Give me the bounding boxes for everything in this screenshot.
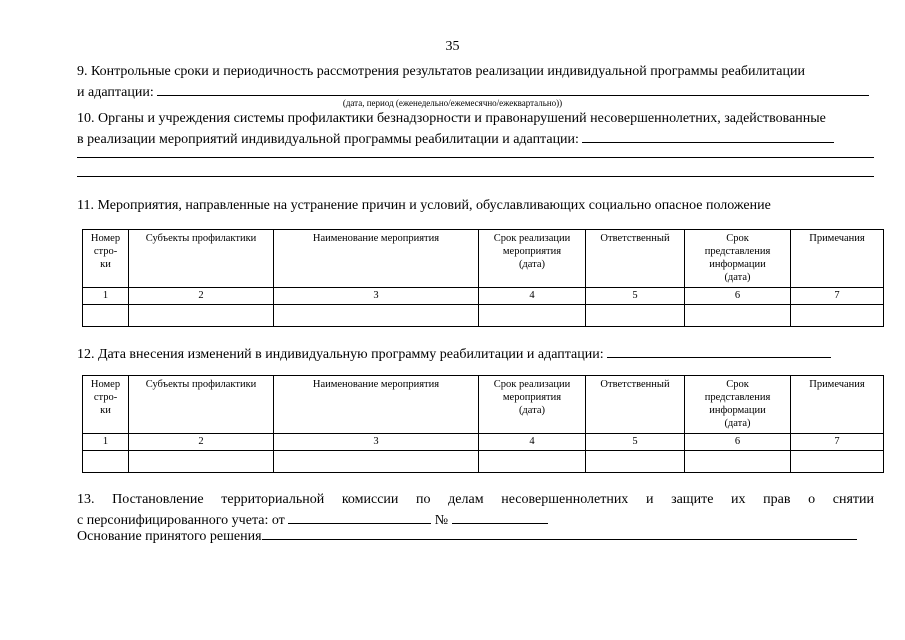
table-cell[interactable] [83, 451, 129, 473]
section-10-label: в реализации мероприятий индивидуальной программы реабилитации и адаптации: [77, 132, 583, 147]
table-cell[interactable] [791, 305, 884, 327]
control-dates-field[interactable] [157, 81, 869, 96]
section-12-title: 12. Дата внесения изменений в индивидуальную программу реабилитации и адаптации: [77, 347, 608, 362]
column-number: 6 [685, 434, 791, 451]
section-10-line-1: 10. Органы и учреждения системы профилактики безнадзорности и правонарушений несовершеннолетних, задействованные [77, 111, 826, 126]
header-notes: Примечания [791, 230, 884, 288]
table-cell[interactable] [685, 305, 791, 327]
header-info-date: Срок представления информации (дата) [685, 376, 791, 434]
table-cell[interactable] [274, 305, 479, 327]
table-cell[interactable] [83, 305, 129, 327]
column-number: 1 [83, 434, 129, 451]
header-measure-name: Наименование мероприятия [274, 376, 479, 434]
section-9-line-1: 9. Контрольные сроки и периодичность рассмотрения результатов реализации индивидуальной программы реабилитации [77, 64, 805, 79]
section-9-hint: (дата, период (еженедельно/ежемесячно/ежеквартально)) [342, 98, 563, 108]
section-11-title: 11. Мероприятия, направленные на устранение причин и условий, обуславливающих социально опасное положение [77, 198, 771, 213]
number-sign: № [431, 513, 452, 528]
table-cell[interactable] [129, 305, 274, 327]
header-row-number: Номер стро- ки [83, 230, 129, 288]
section-12-line [77, 343, 831, 364]
page-number: 35 [445, 39, 460, 54]
column-number: 6 [685, 288, 791, 305]
table-row [83, 451, 884, 473]
table-cell[interactable] [479, 305, 586, 327]
removal-label: с персонифицированного учета: от [77, 513, 289, 528]
column-number: 7 [791, 288, 884, 305]
changes-table [82, 375, 884, 473]
change-date-field[interactable] [607, 343, 831, 358]
table-header-row [83, 376, 884, 434]
header-notes: Примечания [791, 376, 884, 434]
column-number: 3 [274, 434, 479, 451]
header-implementation-date: Срок реализации мероприятия (дата) [479, 230, 586, 288]
column-number: 3 [274, 288, 479, 305]
table-cell[interactable] [586, 451, 685, 473]
resolution-number-field[interactable] [452, 509, 548, 524]
table-header-row [83, 230, 884, 288]
header-subjects: Субъекты профилактики [129, 376, 274, 434]
agencies-field[interactable] [582, 128, 834, 143]
table-number-row [83, 434, 884, 451]
column-number: 7 [791, 434, 884, 451]
table-number-row [83, 288, 884, 305]
decision-basis-label: Основание принятого решения [77, 529, 262, 544]
section-10-line-2 [77, 128, 834, 149]
table-cell[interactable] [586, 305, 685, 327]
table-cell[interactable] [685, 451, 791, 473]
header-measure-name: Наименование мероприятия [274, 230, 479, 288]
header-implementation-date: Срок реализации мероприятия (дата) [479, 376, 586, 434]
column-number: 5 [586, 288, 685, 305]
column-number: 2 [129, 434, 274, 451]
header-responsible: Ответственный [586, 376, 685, 434]
agencies-field-line-3[interactable] [77, 176, 874, 177]
table-row [83, 305, 884, 327]
table-cell[interactable] [791, 451, 884, 473]
column-number: 1 [83, 288, 129, 305]
section-9-label: и адаптации: [77, 85, 158, 100]
agencies-field-line-2[interactable] [77, 157, 874, 158]
section-13-line-1: 13. Постановление территориальной комиссии по делам несовершеннолетних и защите их прав о снятии [77, 492, 874, 507]
table-cell[interactable] [274, 451, 479, 473]
decision-basis-field[interactable] [262, 525, 857, 540]
table-cell[interactable] [129, 451, 274, 473]
table-cell[interactable] [479, 451, 586, 473]
resolution-date-field[interactable] [288, 509, 431, 524]
column-number: 5 [586, 434, 685, 451]
column-number: 4 [479, 434, 586, 451]
header-row-number: Номер стро- ки [83, 376, 129, 434]
section-13-line-3 [77, 525, 857, 546]
header-info-date: Срок представления информации (дата) [685, 230, 791, 288]
column-number: 2 [129, 288, 274, 305]
header-responsible: Ответственный [586, 230, 685, 288]
column-number: 4 [479, 288, 586, 305]
header-subjects: Субъекты профилактики [129, 230, 274, 288]
measures-table [82, 229, 884, 327]
